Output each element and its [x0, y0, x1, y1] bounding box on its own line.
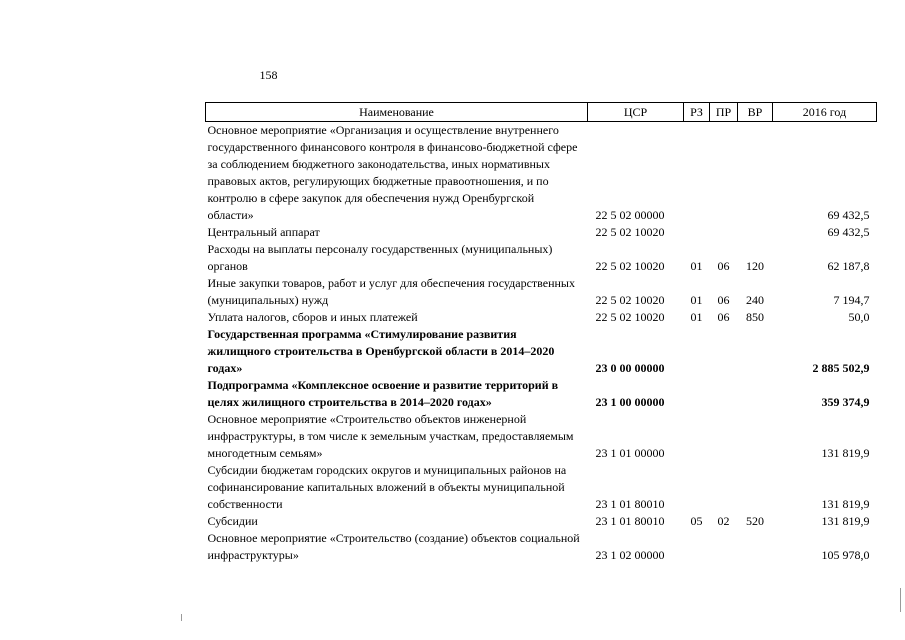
row-csr: 22 5 02 10020 — [595, 225, 665, 239]
row-amount: 62 187,8 — [827, 259, 870, 273]
table-row — [206, 309, 877, 326]
row-vr — [738, 411, 773, 462]
row-vr — [738, 224, 773, 241]
row-csr: 23 0 00 00000 — [595, 361, 665, 375]
row-rz — [684, 122, 710, 225]
row-amount: 359 374,9 — [821, 395, 870, 409]
table-row — [206, 122, 877, 225]
row-pr — [710, 462, 738, 513]
header-csr: ЦСР — [588, 103, 684, 122]
table-row — [206, 377, 877, 411]
row-rz: 05 — [690, 514, 703, 528]
row-pr — [710, 326, 738, 377]
row-rz — [684, 462, 710, 513]
row-amount: 131 819,9 — [821, 446, 870, 460]
row-name: Иные закупки товаров, работ и услуг для обеспечения государственных (муниципальных) нужд — [207, 276, 575, 307]
row-amount: 131 819,9 — [821, 514, 870, 528]
row-vr: 520 — [746, 514, 764, 528]
table-body — [206, 122, 877, 565]
row-rz — [684, 224, 710, 241]
row-csr: 23 1 01 00000 — [595, 446, 665, 460]
row-vr: 850 — [746, 310, 764, 324]
row-rz: 01 — [690, 259, 703, 273]
table-row — [206, 530, 877, 564]
table-row — [206, 241, 877, 275]
row-name: Центральный аппарат — [207, 225, 320, 239]
row-pr: 06 — [717, 293, 730, 307]
header-name: Наименование — [206, 103, 588, 122]
budget-table — [205, 102, 877, 564]
row-pr — [710, 122, 738, 225]
row-name: Основное мероприятие «Строительство (создание) объектов социальной инфраструктуры» — [207, 531, 580, 562]
row-vr — [738, 462, 773, 513]
header-pr: ПР — [710, 103, 738, 122]
scan-mark-right — [900, 588, 901, 612]
row-amount: 69 432,5 — [827, 225, 870, 239]
row-vr — [738, 326, 773, 377]
row-rz: 01 — [690, 310, 703, 324]
table-header-row — [206, 103, 877, 122]
row-name: Основное мероприятие «Организация и осуществление внутреннего государственного финансового контроля в финансово-бюджетной сфере за соблюдением бюджетного законодательства, иных нормативных правовых актов, регулирующих бюджетные правоотношения, и по контролю в сфере закупок для обеспечения нужд Оренбургской области» — [207, 123, 578, 222]
row-name: Расходы на выплаты персоналу государственных (муниципальных) органов — [207, 242, 553, 273]
row-amount: 69 432,5 — [827, 208, 870, 222]
row-pr: 02 — [717, 514, 730, 528]
table-row — [206, 326, 877, 377]
row-name: Государственная программа «Стимулирование развития жилищного строительства в Оренбургской области в 2014–2020 годах» — [207, 327, 555, 375]
row-csr: 23 1 00 00000 — [595, 395, 665, 409]
row-name: Основное мероприятие «Строительство объектов инженерной инфраструктуры, в том числе к земельным участкам, предоставляемым многодетным семьям» — [207, 412, 574, 460]
row-rz — [684, 326, 710, 377]
row-pr — [710, 530, 738, 564]
row-amount: 131 819,9 — [821, 497, 870, 511]
row-rz: 01 — [690, 293, 703, 307]
row-amount: 105 978,0 — [821, 548, 870, 562]
row-csr: 22 5 02 10020 — [595, 310, 665, 324]
row-name: Подпрограмма «Комплексное освоение и развитие территорий в целях жилищного строительства в 2014–2020 годах» — [207, 378, 559, 409]
row-vr — [738, 530, 773, 564]
table-row — [206, 275, 877, 309]
row-csr: 23 1 02 00000 — [595, 548, 665, 562]
row-pr — [710, 377, 738, 411]
header-rz: РЗ — [684, 103, 710, 122]
row-name: Субсидии бюджетам городских округов и муниципальных районов на софинансирование капитальных вложений в объекты муниципальной собственности — [207, 463, 567, 511]
row-rz — [684, 411, 710, 462]
header-vr: ВР — [738, 103, 773, 122]
row-rz — [684, 530, 710, 564]
row-name: Субсидии — [207, 514, 258, 528]
row-csr: 23 1 01 80010 — [595, 514, 665, 528]
row-pr — [710, 411, 738, 462]
row-vr: 240 — [746, 293, 764, 307]
page-number: 158 — [259, 68, 278, 82]
scan-mark-left — [181, 614, 182, 621]
row-csr: 22 5 02 00000 — [595, 208, 665, 222]
row-pr: 06 — [717, 259, 730, 273]
row-vr — [738, 122, 773, 225]
header-year: 2016 год — [773, 103, 877, 122]
row-amount: 2 885 502,9 — [812, 361, 870, 375]
table-row — [206, 224, 877, 241]
table-header — [206, 103, 877, 122]
row-csr: 22 5 02 10020 — [595, 293, 665, 307]
row-pr: 06 — [717, 310, 730, 324]
row-csr: 22 5 02 10020 — [595, 259, 665, 273]
row-vr: 120 — [746, 259, 764, 273]
row-csr: 23 1 01 80010 — [595, 497, 665, 511]
row-rz — [684, 377, 710, 411]
row-amount: 50,0 — [848, 310, 870, 324]
row-pr — [710, 224, 738, 241]
row-amount: 7 194,7 — [833, 293, 870, 307]
row-name: Уплата налогов, сборов и иных платежей — [207, 310, 418, 324]
row-vr — [738, 377, 773, 411]
table-row — [206, 411, 877, 462]
table-row — [206, 513, 877, 530]
table-row — [206, 462, 877, 513]
